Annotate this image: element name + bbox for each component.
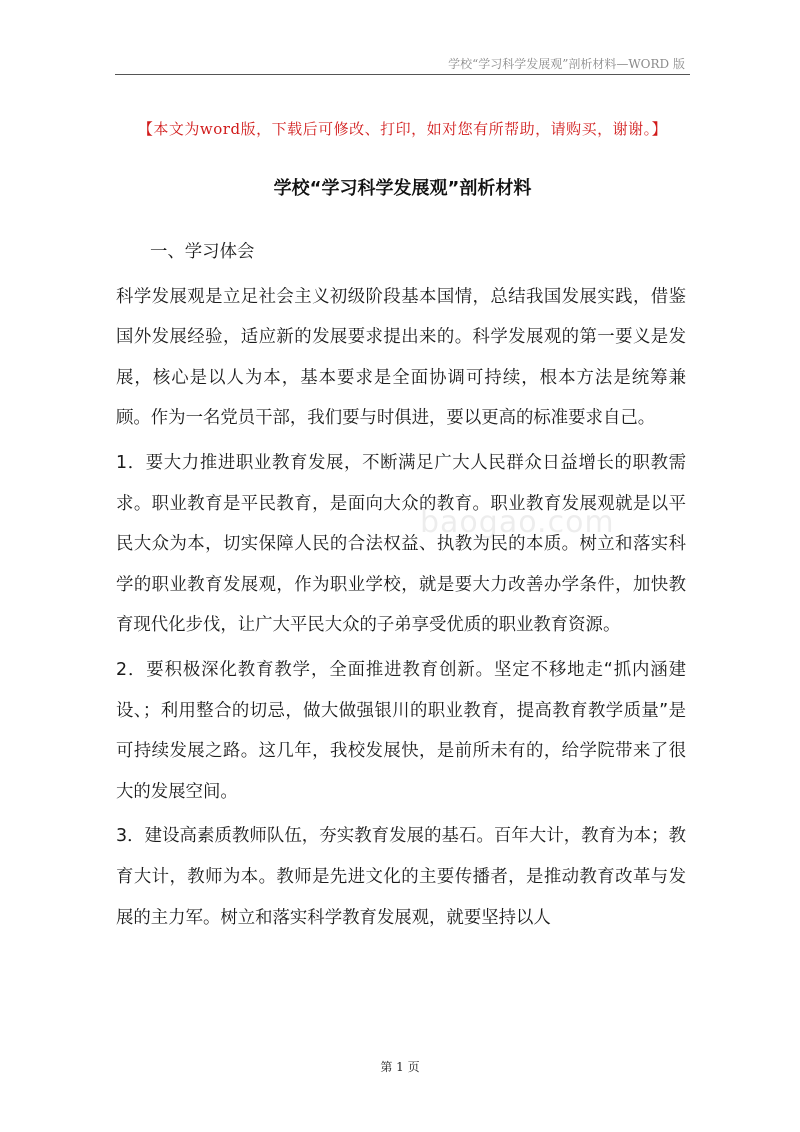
download-notice: 【本文为word版，下载后可修改、打印，如对您有所帮助，请购买，谢谢。】 (137, 120, 668, 138)
section-heading: 一、学习体会 (150, 242, 255, 262)
body-paragraph: 2．要积极深化教育教学，全面推进教育创新。坚定不移地走“抓内涵建设、；利用整合的切忌，做大做强银川的职业教育，提高教育教学质量”是可持续发展之路。这几年，我校发展快，是前所未有的，给学院带来了很大的发展空间。 (116, 659, 686, 802)
body-paragraph: 3．建设高素质教师队伍，夯实教育发展的基石。百年大计，教育为本；教育大计，教师为本。教师是先进文化的主要传播者，是推动教育改革与发展的主力军。树立和落实科学教育发展观，就要坚持以人 (116, 826, 686, 928)
body-paragraph: 1．要大力推进职业教育发展，不断满足广大人民群众日益增长的职教需求。职业教育是平民教育，是面向大众的教育。职业教育发展观就是以平民大众为本，切实保障人民的合法权益、执教为民的本质。树立和落实科学的职业教育发展观，作为职业学校，就是要大力改善办学条件，加快教育现代化步伐，让广大平民大众的子弟享受优质的职业教育资源。 (116, 452, 686, 636)
document-body (116, 232, 686, 942)
running-header: 学校“学习科学发展观”剖析材料—WORD 版 (448, 57, 685, 71)
document-title: 学校“学习科学发展观”剖析材料 (273, 178, 532, 199)
header-divider (115, 74, 690, 75)
body-paragraph: 科学发展观是立足社会主义初级阶段基本国情，总结我国发展实践，借鉴国外发展经验，适应新的发展要求提出来的。科学发展观的第一要义是发展，核心是以人为本，基本要求是全面协调可持续，根本方法是统筹兼顾。作为一名党员干部，我们要与时俱进，要以更高的标准要求自己。 (116, 286, 686, 429)
page-number: 第 1 页 (380, 1060, 420, 1074)
watermark: baogao.com (420, 505, 615, 540)
